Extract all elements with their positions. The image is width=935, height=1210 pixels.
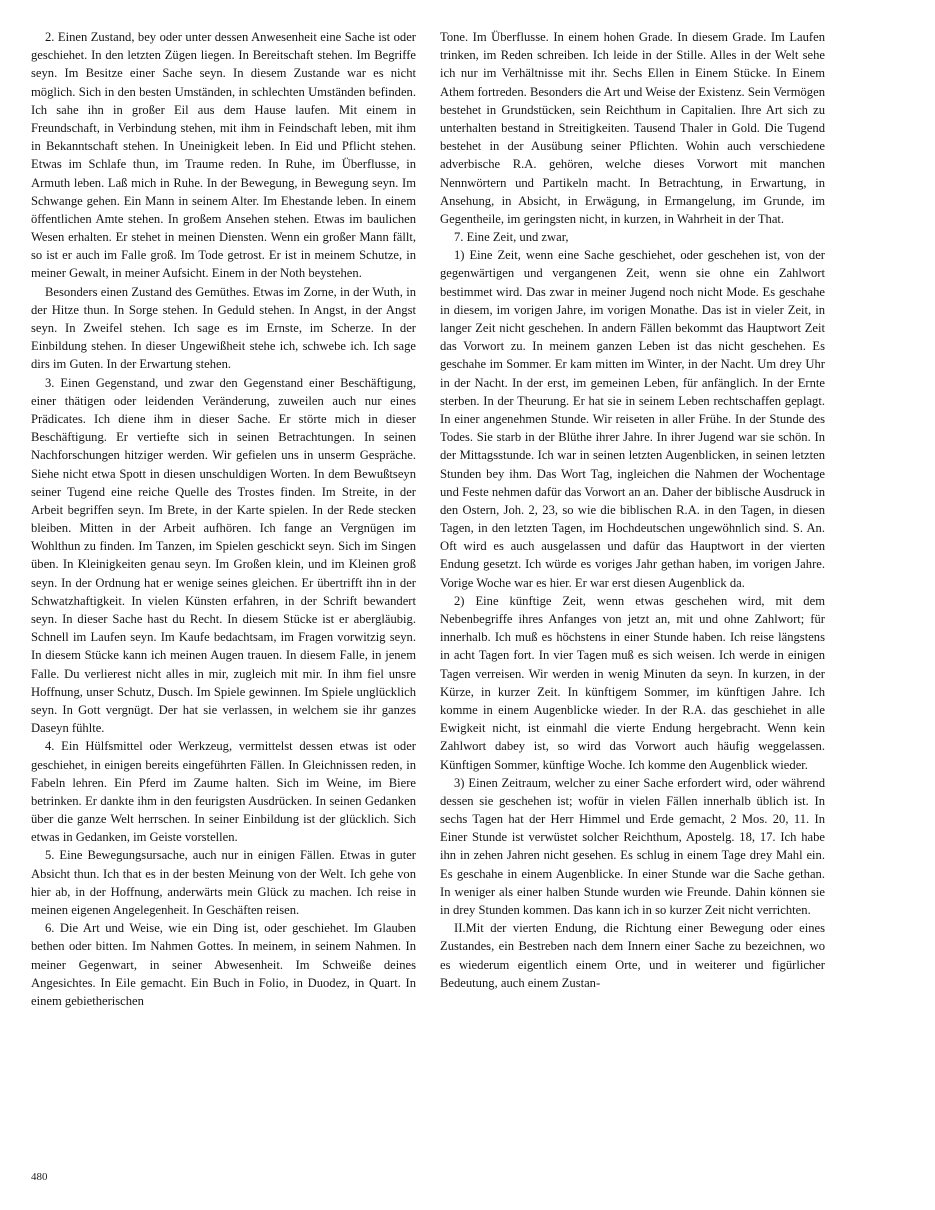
paragraph: 4. Ein Hülfsmittel oder Werkzeug, vermittelst dessen etwas ist oder geschiehet, in einigen bereits eingeführten Fällen. In Gleichnissen reden, in Fabeln lehren. Ein Pferd im Zaume halten. Sich im Weine, im Biere betrinken. Er dankte ihm in den feurigsten Ausdrücken. In seinen Gedanken über die ganze Welt herrschen. In seiner Einbildung ist der glücklich. Sich etwas in Gedanken, im Geiste vorstellen. bbox=[31, 739, 416, 845]
paragraph: 3. Einen Gegenstand, und zwar den Gegenstand einer Beschäftigung, einer thätigen oder leidenden Veränderung, zuweilen auch nur eines Prädicates. Ich diene ihm in dieser Sache. Er störte mich in dieser Beschäftigung. Er vertiefte sich in seinen Betrachtungen. In seinen Nachforschungen hitziger werden. Wir gefielen uns in unserm Gespräche. Siehe nicht etwa Spott in diesen unschuldigen Worten. In dem Bewußtseyn seiner Tugend eine reiche Quelle des Trostes finden. Im Streite, in der Arbeit begriffen seyn. Im Brete, in der Karte spielen. In der Rede stecken bleiben. Mitten in der Arbeit aufhören. Ich fange an Vergnügen im Wohlthun zu finden. Im Tanzen, im Spielen geschickt seyn. Sich im Singen üben. In Kleinigkeiten genau seyn. Im Großen klein, und im Kleinen groß seyn. In der Ordnung hat er wenige seines gleichen. Er übertrifft ihn in der Schwatzhaftigkeit. In vielen Künsten erfahren, in der Schrift bewandert seyn. In dieser Sache hast du Recht. In diesem Stücke ist er abergläubig. Schnell im Laufen seyn. Im Kaufe bedachtsam, im Fragen vorwitzig seyn. In diesem Stücke kann ich meinen Augen trauen. In diesem Falle, in jenem Falle. Du verlierest nicht alles in mir, zugleich mit mir. In ihm fiel unsre Hoffnung, unser Schutz, Dusch. Im Spiele gewinnen. Im Spiele unglücklich seyn. In Gott vergnügt. Der hat sie verlassen, in welchem sie ihr ganzes Daseyn fühlte. bbox=[31, 375, 416, 736]
paragraph: 5. Eine Bewegungsursache, auch nur in einigen Fällen. Etwas in guter Absicht thun. Ich that es in der besten Meinung von der Welt. Ich gehe von hier ab, in der Hoffnung, anderwärts mein Glück zu machen. Ich reise in meinen eigenen Angelegenheit. In Geschäften reisen. bbox=[31, 848, 416, 917]
paragraph: 2) Eine künftige Zeit, wenn etwas geschehen wird, mit dem Nebenbegriffe ihres Anfanges von jetzt an, mit und ohne Zahlwort; für innerhalb. Ich muß es höchstens in einer Stunde haben. Ich reise längstens in acht Tagen fort. In vier Tagen muß es sich weisen. Ich werde in einigen Tagen verreisen. Wir werden in wenig Minuten da seyn. In kurzen, in der Kürze, in kurzer Zeit. In künftigem Sommer, im künftigen Jahre. Ich komme in einem Augenblicke wieder. In der R.A. das geschiehet in alle Ewigkeit nicht, ist einmahl die vierte Endung hergebracht. Wenn kein Zahlwort dabey ist, so wird das Vorwort auch häufig weggelassen. Künftigen Sommer, künftige Woche. Ich komme den Augenblick wieder. bbox=[440, 593, 825, 772]
paragraph: 1) Eine Zeit, wenn eine Sache geschiehet, oder geschehen ist, von der gegenwärtigen und vergangenen Zeit, wenn sie ohne ein Zahlwort bestimmet wird. Das zwar in meiner Jugend noch nicht Mode. Es geschahe in diesem, im vorigen Jahre, im vorigen Monathe. Das ist in vieler Zeit, in langer Zeit nicht geschehen. In andern Fällen bekommt das Hauptwort Zeit das Vorwort zu. In meinem ganzen Leben ist das nicht geschehen. Es geschahe im Sommer. Er kam mitten im Winter, in der Nacht. Um drey Uhr in der Nacht. In der erst, im gemeinen Leben, für anfänglich. In der Ernte sterben. In der Theurung. Er hat sie in seinem Leben rechtschaffen geplagt. In einer angenehmen Stunde. Wir reiseten in aller Frühe. In der Stunde des Todes. Sie starb in der Blüthe ihrer Jahre. In ihrer Jugend war sie schön. In der Mittagsstunde. Ich war in seinen letzten Augenblicken, in seinen letzten Stunden bey ihm. Das Wort Tag, ingleichen die Nahmen der Wochentage und Feste nehmen dafür das Vorwort an an. Daher der biblische Ausdruck in den Ostern, Joh. 2, 23, so wie die biblischen R.A. in den Tagen, in diesen Tagen, in den letzten Tagen, im Hochdeutschen ungewöhnlich sind. S. An. Oft wird es auch ausgelassen und dafür das Hauptwort in der vierten Endung gesetzt. Ich würde es voriges Jahr gethan haben, im vorigen Jahre. Vorige Woche war es hier. Er war erst diesen Augenblick da. bbox=[440, 248, 825, 590]
paragraph: 6. Die Art und Weise, wie ein Ding ist, oder geschiehet. Im Glauben bethen oder bitten. Im Nahmen Gottes. In meinem, in seinem Nahmen. In meiner Gegenwart, in seiner Abwesenheit. Im Schweiße deines Angesichtes. In Eile gemacht. Ein Buch in Folio, in Duodez, in Quart. In einem gebietherischen bbox=[31, 921, 416, 1008]
right-column bbox=[440, 28, 825, 992]
paragraph: II.Mit der vierten Endung, die Richtung einer Bewegung oder eines Zustandes, ein Bestreben nach dem Innern einer Sache zu bezeichnen, wo es wiederum eigentlich einem Orte, und in weiterer und figürlicher Bedeutung, auch einem Zustan- bbox=[440, 921, 825, 990]
paragraph: 7. Eine Zeit, und zwar, bbox=[454, 230, 569, 245]
page-number: 480 bbox=[31, 1171, 48, 1183]
paragraph: Besonders einen Zustand des Gemüthes. Etwas im Zorne, in der Wuth, in der Hitze thun. In Sorge stehen. In Geduld stehen. In Angst, in der Angst seyn. In Zweifel stehen. Ich sage es im Ernste, im Scherze. In der Einbildung stehen. In dieser Ungewißheit stehe ich, schwebe ich. Ich sage dirs im Guten. In der Erwartung stehen. bbox=[31, 284, 416, 372]
paragraph: 3) Einen Zeitraum, welcher zu einer Sache erfordert wird, oder während dessen sie geschehen ist; wofür in vielen Fällen innerhalb üblich ist. In sechs Tagen hat der Herr Himmel und Erde gemacht, 2 Mos. 20, 11. In Einer Stunde ist verwüstet solcher Reichthum, Apostelg. 18, 17. Ich habe ihn in zehen Jahren nicht gesehen. Es schlug in einem Tage drey Mahl ein. Es geschahe in einem Augenblicke. In einer Stunde war die Sache gethan. In weniger als einer halben Stunde wurden wie Freunde. Dahin können sie in drey Stunden kommen. Das kann ich in so kurzer Zeit nicht verrichten. bbox=[440, 775, 825, 917]
left-column bbox=[31, 28, 416, 1010]
paragraph-continued: Tone. Im Überflusse. In einem hohen Grade. In diesem Grade. Im Laufen trinken, im Reden schreiben. Ich leide in der Stille. Alles in der Welt sehe ich nur im Verhältnisse mit ihr. Sechs Ellen in Einem Stücke. In Einem Athem fortreden. Besonders die Art und Weise der Existenz. Sein Vermögen bestehet in Grundstücken, sein Reichthum in Capitalien. Ihre Art sich zu unterhalten bestand in Streitigkeiten. Tausend Thaler in Gold. Die Tugend bestehet in der Ausübung seiner Pflichten. Wohin auch verschiedene adverbische R.A. gehören, welche dieses Vorwort mit manchen Nennwörtern und Partikeln macht. In Betrachtung, in Erwartung, in Ansehung, in Absicht, in Erwägung, in Ermangelung, im Grunde, im Gegentheile, im geringsten nicht, in kurzen, in Wahrheit in der That. bbox=[440, 30, 825, 226]
paragraph: 2. Einen Zustand, bey oder unter dessen Anwesenheit eine Sache ist oder geschiehet. In den letzten Zügen liegen. In Bereitschaft stehen. Im Begriffe seyn. Im Besitze einer Sache seyn. In diesem Zustande war es nicht möglich. Sich in den besten Umständen, in schlechten Umständen befinden. Ich sahe ihn in großer Eil aus dem Hause laufen. Mit einem in Freundschaft, in Verbindung stehen, mit ihm in Feindschaft leben, mit ihm in Bekanntschaft stehen. In Uneinigkeit leben. In Eid und Pflicht stehen. Etwas im Schlafe thun, im Traume reden. In Ruhe, im Überflusse, in Armuth leben. Laß mich in Ruhe. In der Bewegung, in Bewegung seyn. Im Schwange gehen. Ein Mann in seinem Alter. Im Ehestande leben. In einem öffentlichen Amte stehen. In großem Ansehen stehen. Etwas im baulichen Wesen erhalten. Er stehet in meinen Diensten. Wenn ein großer Mann fällt, so ist er auch im Falle groß. Im Tode getrost. Er ist in meinem Schutze, in meiner Gewalt, in meiner Aufsicht. Einem in der Noth beystehen. bbox=[31, 30, 416, 281]
